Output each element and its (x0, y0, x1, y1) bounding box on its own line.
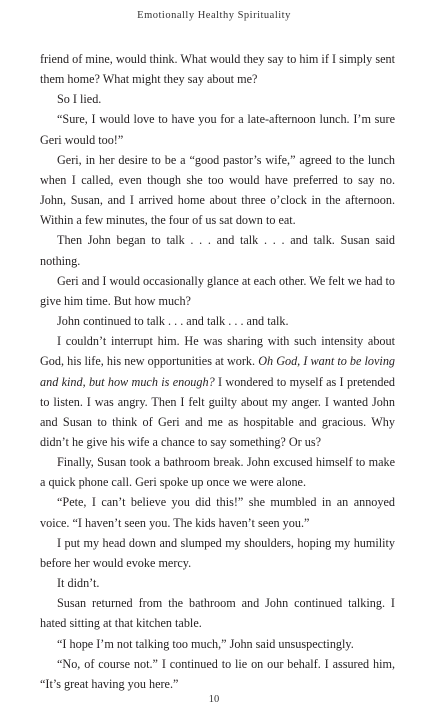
paragraph: friend of mine, would think. What would they say to him if I simply sent them home? What might they say about me? (40, 52, 395, 87)
paragraph: Susan returned from the bathroom and John continued talking. I hated sitting at that kitchen table. (40, 596, 395, 631)
italic-thought: Oh God, I want to be loving and kind, but how much is enough? (40, 354, 396, 389)
paragraph-text: I wondered to myself as I pretended to listen. I was angry. Then I felt guilty about my anger. I wanted John and Susan to think of Geri and me as hospitable and gracious. Why didn’t he give his wife a chance to say something? Or us? (40, 374, 395, 449)
paragraph (40, 331, 395, 452)
paragraph: “No, of course not.” I continued to lie on our behalf. I assured him, “It’s great having you here.” (40, 656, 395, 691)
page-number: 10 (208, 694, 220, 705)
paragraph: John continued to talk . . . and talk . . . and talk. (57, 314, 289, 329)
body-text (40, 49, 395, 694)
paragraph: “I hope I’m not talking too much,” John said unsuspectingly. (57, 636, 354, 651)
running-head: Emotionally Healthy Spirituality (137, 10, 291, 21)
paragraph: “Sure, I would love to have you for a late-afternoon lunch. I’m sure Geri would too!” (40, 112, 395, 147)
paragraph: Geri and I would occasionally glance at each other. We felt we had to give him time. But how much? (40, 273, 395, 308)
paragraph: “Pete, I can’t believe you did this!” she mumbled in an annoyed voice. “I haven’t seen you. The kids haven’t seen you.” (40, 495, 395, 530)
paragraph: Geri, in her desire to be a “good pastor’s wife,” agreed to the lunch when I called, even though she too would have preferred to say no. John, Susan, and I arrived home about three o’clock in the afternoon. Within a few minutes, the four of us sat down to eat. (40, 152, 395, 228)
paragraph: Then John began to talk . . . and talk . . . and talk. Susan said nothing. (40, 233, 395, 268)
paragraph: Finally, Susan took a bathroom break. John excused himself to make a quick phone call. Geri spoke up once we were alone. (40, 455, 395, 490)
paragraph-text: I couldn’t interrupt him. He was sharing with such intensity about God, his life, his new opportunities at work. (40, 334, 395, 369)
paragraph: So I lied. (57, 92, 102, 107)
paragraph: I put my head down and slumped my shoulders, hoping my humility before her would evoke mercy. (40, 535, 395, 570)
paragraph: It didn’t. (57, 576, 100, 591)
